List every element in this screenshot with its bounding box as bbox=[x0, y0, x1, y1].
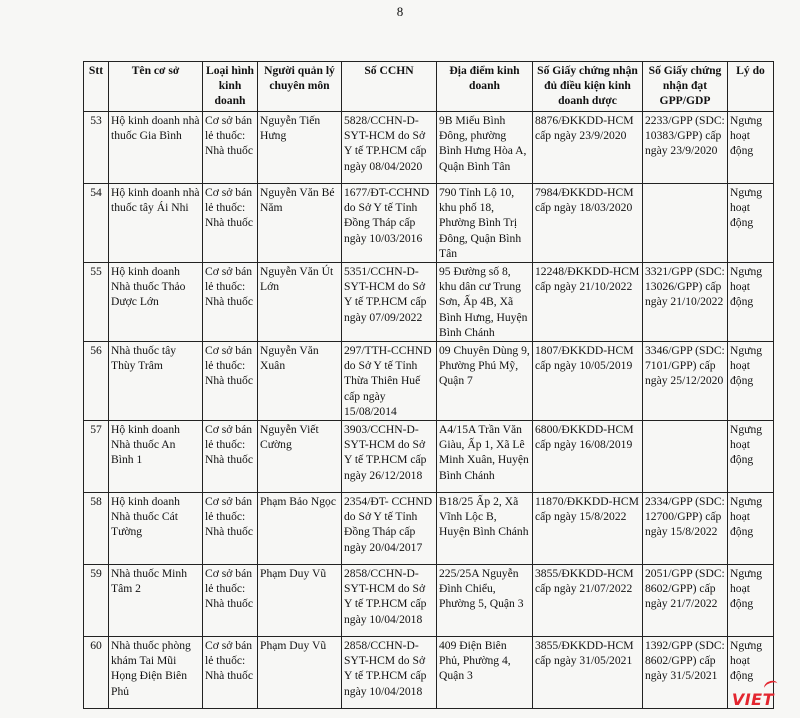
cell-stt: 55 bbox=[84, 263, 109, 342]
cell-gpp-certificate: 2233/GPP (SDC: 10383/GPP) cấp ngày 23/9/2020 bbox=[643, 112, 728, 184]
cell-manager: Phạm Bảo Ngọc bbox=[258, 493, 342, 565]
cell-business-certificate: 7984/ĐKKDD-HCM cấp ngày 18/03/2020 bbox=[533, 184, 643, 263]
cell-gpp-certificate: 3321/GPP (SDC: 13026/GPP) cấp ngày 21/10/2022 bbox=[643, 263, 728, 342]
header-business-certificate: Số Giấy chứng nhận đủ điều kiện kinh doanh dược bbox=[533, 62, 643, 112]
cell-stt: 53 bbox=[84, 112, 109, 184]
cell-business-certificate: 3855/ĐKKDD-HCM cấp ngày 31/05/2021 bbox=[533, 637, 643, 709]
cell-address: B18/25 Ấp 2, Xã Vĩnh Lộc B, Huyện Bình Chánh bbox=[437, 493, 533, 565]
cell-manager: Nguyễn Viết Cường bbox=[258, 421, 342, 493]
cell-gpp-certificate bbox=[643, 184, 728, 263]
cell-reason: Ngưng hoạt động bbox=[728, 421, 774, 493]
header-facility-name: Tên cơ sở bbox=[109, 62, 203, 112]
cell-business-type: Cơ sở bán lẻ thuốc: Nhà thuốc bbox=[203, 263, 258, 342]
cell-manager: Nguyễn Văn Út Lớn bbox=[258, 263, 342, 342]
cell-facility-name: Hộ kinh doanh nhà thuốc Gia Bình bbox=[109, 112, 203, 184]
cell-address: 790 Tỉnh Lộ 10, khu phố 18, Phường Bình Trị Đông, Quận Bình Tân bbox=[437, 184, 533, 263]
cell-manager: Nguyễn Văn Bé Năm bbox=[258, 184, 342, 263]
cell-cchn: 2858/CCHN-D-SYT-HCM do Sở Y tế TP.HCM cấp ngày 10/04/2018 bbox=[342, 637, 437, 709]
cell-business-type: Cơ sở bán lẻ thuốc: Nhà thuốc bbox=[203, 184, 258, 263]
header-cchn: Số CCHN bbox=[342, 62, 437, 112]
table-row bbox=[84, 421, 774, 493]
cell-stt: 59 bbox=[84, 565, 109, 637]
table-body bbox=[84, 112, 774, 709]
cell-business-certificate: 8876/ĐKKDD-HCM cấp ngày 23/9/2020 bbox=[533, 112, 643, 184]
table-row bbox=[84, 112, 774, 184]
cell-facility-name: Nhà thuốc phòng khám Tai Mũi Họng Điện Biên Phủ bbox=[109, 637, 203, 709]
cell-business-certificate: 1807/ĐKKDD-HCM cấp ngày 10/05/2019 bbox=[533, 342, 643, 421]
cell-reason: Ngưng hoạt động bbox=[728, 342, 774, 421]
cell-gpp-certificate: 3346/GPP (SDC: 7101/GPP) cấp ngày 25/12/2020 bbox=[643, 342, 728, 421]
table-row bbox=[84, 184, 774, 263]
cell-manager: Nguyễn Tiến Hưng bbox=[258, 112, 342, 184]
cell-business-type: Cơ sở bán lẻ thuốc: Nhà thuốc bbox=[203, 493, 258, 565]
cell-gpp-certificate: 2334/GPP (SDC: 12700/GPP) cấp ngày 15/8/2022 bbox=[643, 493, 728, 565]
header-stt: Stt bbox=[84, 62, 109, 112]
cell-manager: Phạm Duy Vũ bbox=[258, 637, 342, 709]
cell-business-certificate: 12248/ĐKKDD-HCM cấp ngày 21/10/2022 bbox=[533, 263, 643, 342]
cell-reason: Ngưng hoạt động bbox=[728, 565, 774, 637]
cell-stt: 54 bbox=[84, 184, 109, 263]
cell-facility-name: Nhà thuốc tây Thùy Trâm bbox=[109, 342, 203, 421]
header-manager: Người quản lý chuyên môn bbox=[258, 62, 342, 112]
cell-manager: Nguyễn Văn Xuân bbox=[258, 342, 342, 421]
cell-address: 95 Đường số 8, khu dân cư Trung Sơn, Ấp 4B, Xã Bình Hưng, Huyện Bình Chánh bbox=[437, 263, 533, 342]
cell-cchn: 5351/CCHN-D-SYT-HCM do Sở Y tế TP.HCM cấp ngày 07/09/2022 bbox=[342, 263, 437, 342]
cell-cchn: 3903/CCHN-D-SYT-HCM do Sở Y tế TP.HCM cấp ngày 26/12/2018 bbox=[342, 421, 437, 493]
cell-facility-name: Hộ kinh doanh Nhà thuốc Cát Tường bbox=[109, 493, 203, 565]
cell-reason: Ngưng hoạt động bbox=[728, 112, 774, 184]
cell-business-type: Cơ sở bán lẻ thuốc: Nhà thuốc bbox=[203, 421, 258, 493]
cell-business-type: Cơ sở bán lẻ thuốc: Nhà thuốc bbox=[203, 637, 258, 709]
cell-cchn: 5828/CCHN-D-SYT-HCM do Sở Y tế TP.HCM cấp ngày 08/04/2020 bbox=[342, 112, 437, 184]
pharmacy-table bbox=[83, 61, 774, 709]
cell-cchn: 2354/ĐT- CCHND do Sở Y tế Tỉnh Đồng Tháp cấp ngày 20/04/2017 bbox=[342, 493, 437, 565]
cell-business-type: Cơ sở bán lẻ thuốc: Nhà thuốc bbox=[203, 565, 258, 637]
table-header-row bbox=[84, 62, 774, 112]
cell-facility-name: Hộ kinh doanh Nhà thuốc An Bình 1 bbox=[109, 421, 203, 493]
cell-stt: 60 bbox=[84, 637, 109, 709]
cell-gpp-certificate bbox=[643, 421, 728, 493]
cell-facility-name: Hộ kinh doanh Nhà thuốc Thảo Dược Lớn bbox=[109, 263, 203, 342]
cell-stt: 56 bbox=[84, 342, 109, 421]
cell-business-type: Cơ sở bán lẻ thuốc: Nhà thuốc bbox=[203, 112, 258, 184]
cell-address: 09 Chuyên Dùng 9, Phường Phú Mỹ, Quận 7 bbox=[437, 342, 533, 421]
table-row bbox=[84, 263, 774, 342]
cell-reason: Ngưng hoạt động bbox=[728, 637, 774, 709]
page-number: 8 bbox=[396, 4, 404, 19]
cell-address: 225/25A Nguyễn Đình Chiểu, Phường 5, Quận 3 bbox=[437, 565, 533, 637]
header-reason: Lý do bbox=[728, 62, 774, 112]
cell-facility-name: Hộ kinh doanh nhà thuốc tây Ái Nhi bbox=[109, 184, 203, 263]
table-row bbox=[84, 565, 774, 637]
cell-stt: 58 bbox=[84, 493, 109, 565]
cell-gpp-certificate: 2051/GPP (SDC: 8602/GPP) cấp ngày 21/7/2022 bbox=[643, 565, 728, 637]
cell-address: 9B Miếu Bình Đông, phường Bình Hưng Hòa A, Quận Bình Tân bbox=[437, 112, 533, 184]
cell-cchn: 297/TTH-CCHND do Sở Y tế Tỉnh Thừa Thiên Huế cấp ngày 15/08/2014 bbox=[342, 342, 437, 421]
cell-business-certificate: 3855/ĐKKDD-HCM cấp ngày 21/07/2022 bbox=[533, 565, 643, 637]
cell-address: 409 Điện Biên Phủ, Phường 4, Quận 3 bbox=[437, 637, 533, 709]
cell-business-certificate: 11870/ĐKKDD-HCM cấp ngày 15/8/2022 bbox=[533, 493, 643, 565]
cell-address: A4/15A Trần Văn Giàu, Ấp 1, Xã Lê Minh Xuân, Huyện Bình Chánh bbox=[437, 421, 533, 493]
table-row bbox=[84, 342, 774, 421]
cell-business-type: Cơ sở bán lẻ thuốc: Nhà thuốc bbox=[203, 342, 258, 421]
cell-cchn: 2858/CCHN-D-SYT-HCM do Sở Y tế TP.HCM cấp ngày 10/04/2018 bbox=[342, 565, 437, 637]
cell-business-certificate: 6800/ĐKKDD-HCM cấp ngày 16/08/2019 bbox=[533, 421, 643, 493]
cell-reason: Ngưng hoạt động bbox=[728, 184, 774, 263]
table-row bbox=[84, 637, 774, 709]
cell-manager: Phạm Duy Vũ bbox=[258, 565, 342, 637]
header-gpp-certificate: Số Giấy chứng nhận đạt GPP/GDP bbox=[643, 62, 728, 112]
header-address: Địa điểm kinh doanh bbox=[437, 62, 533, 112]
cell-reason: Ngưng hoạt động bbox=[728, 263, 774, 342]
header-business-type: Loại hình kinh doanh bbox=[203, 62, 258, 112]
cell-reason: Ngưng hoạt động bbox=[728, 493, 774, 565]
watermark-logo: VIET bbox=[731, 690, 774, 709]
cell-facility-name: Nhà thuốc Minh Tâm 2 bbox=[109, 565, 203, 637]
cell-gpp-certificate: 1392/GPP (SDC: 8602/GPP) cấp ngày 31/5/2021 bbox=[643, 637, 728, 709]
cell-stt: 57 bbox=[84, 421, 109, 493]
cell-cchn: 1677/ĐT-CCHND do Sở Y tế Tỉnh Đồng Tháp cấp ngày 10/03/2016 bbox=[342, 184, 437, 263]
table-row bbox=[84, 493, 774, 565]
